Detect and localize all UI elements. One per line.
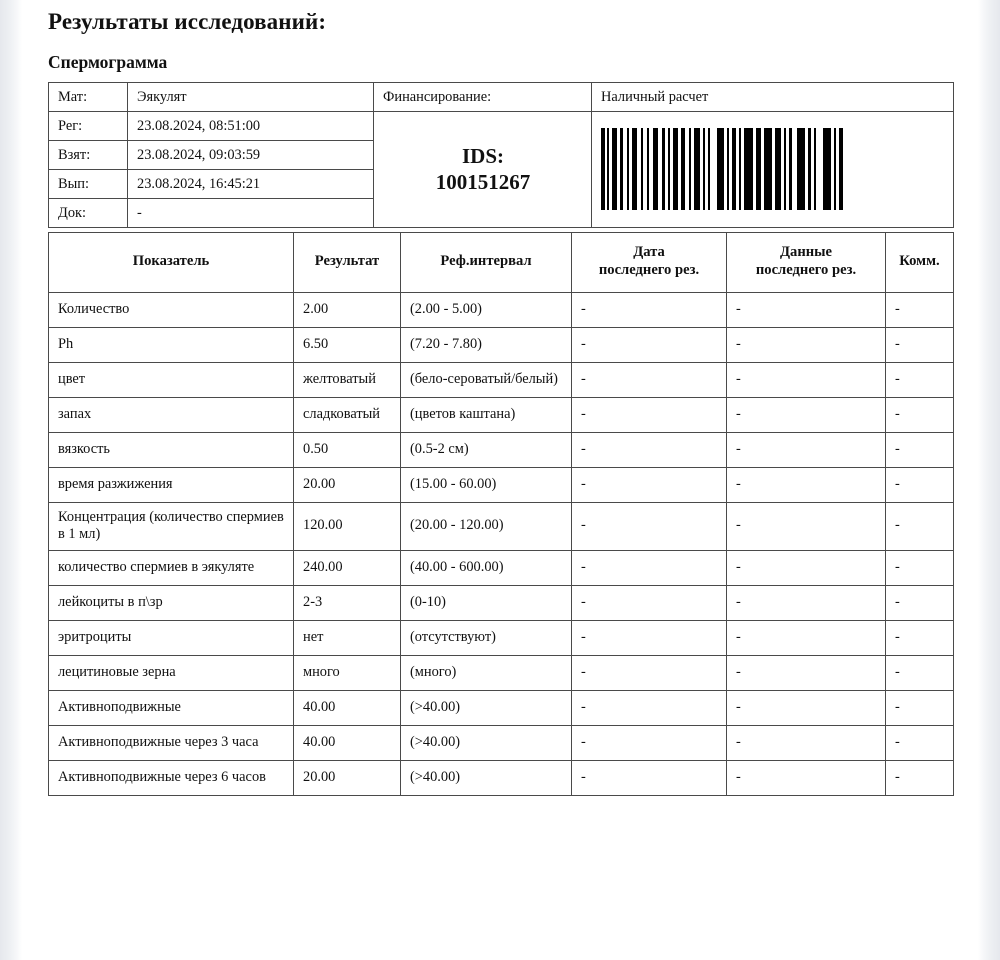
result-row-last-data: -: [727, 467, 886, 502]
result-row-last-date: -: [572, 550, 727, 585]
barcode-cell: [592, 111, 954, 227]
result-row-last-data: -: [727, 292, 886, 327]
financing-value: Наличный расчет: [592, 82, 954, 111]
table-row: [49, 397, 954, 432]
table-row: [49, 432, 954, 467]
column-header-last-data-line2: последнего рез.: [755, 262, 857, 279]
result-row-comment: -: [886, 432, 954, 467]
result-row-last-date: -: [572, 620, 727, 655]
result-row-value: желтоватый: [294, 362, 401, 397]
result-row-value: 2-3: [294, 585, 401, 620]
taken-label: Взят:: [49, 140, 128, 169]
result-row-reference: (0-10): [401, 585, 572, 620]
column-header-last-data: [727, 232, 886, 292]
result-row-name: время разжижения: [49, 467, 294, 502]
table-row: [49, 655, 954, 690]
result-row-last-date: -: [572, 690, 727, 725]
result-row-last-date: -: [572, 655, 727, 690]
specimen-meta-table: [48, 82, 954, 228]
registered-value: 23.08.2024, 08:51:00: [128, 111, 374, 140]
result-row-last-date: -: [572, 585, 727, 620]
document-body: [22, 9, 978, 796]
result-row-reference: (40.00 - 600.00): [401, 550, 572, 585]
table-row: [49, 760, 954, 795]
result-row-value: 20.00: [294, 467, 401, 502]
table-row: [49, 292, 954, 327]
result-row-name: цвет: [49, 362, 294, 397]
doctor-label: Док:: [49, 198, 128, 227]
result-row-comment: -: [886, 397, 954, 432]
issued-label: Вып:: [49, 169, 128, 198]
result-row-comment: -: [886, 467, 954, 502]
table-row: [49, 690, 954, 725]
result-row-last-data: -: [727, 725, 886, 760]
result-row-reference: (цветов каштана): [401, 397, 572, 432]
result-row-comment: -: [886, 362, 954, 397]
results-header-row: [49, 232, 954, 292]
results-table-wrapper: [48, 232, 978, 796]
result-row-name: Ph: [49, 327, 294, 362]
barcode-icon: [601, 128, 849, 210]
result-row-comment: -: [886, 725, 954, 760]
result-row-last-data: -: [727, 397, 886, 432]
result-row-value: 2.00: [294, 292, 401, 327]
result-row-value: 6.50: [294, 327, 401, 362]
column-header-last-data-line1: Данные: [779, 244, 833, 261]
result-row-comment: -: [886, 502, 954, 550]
column-header-last-date: [572, 232, 727, 292]
result-row-reference: (2.00 - 5.00): [401, 292, 572, 327]
result-row-last-date: -: [572, 397, 727, 432]
result-row-last-date: -: [572, 292, 727, 327]
result-row-last-data: -: [727, 550, 886, 585]
result-row-last-date: -: [572, 432, 727, 467]
result-row-name: Активноподвижные через 6 часов: [49, 760, 294, 795]
page-title: Результаты исследований:: [48, 9, 327, 34]
ids-number: 100151267: [435, 170, 531, 195]
result-row-last-date: -: [572, 760, 727, 795]
result-row-value: сладковатый: [294, 397, 401, 432]
results-table: [48, 232, 954, 796]
result-row-reference: (20.00 - 120.00): [401, 502, 572, 550]
result-row-last-date: -: [572, 725, 727, 760]
result-row-comment: -: [886, 292, 954, 327]
result-row-last-data: -: [727, 502, 886, 550]
table-row: [49, 620, 954, 655]
result-row-reference: (0.5-2 см): [401, 432, 572, 467]
result-row-name: Концентрация (количество спермиев в 1 мл): [49, 502, 294, 550]
result-row-reference: (>40.00): [401, 690, 572, 725]
result-row-comment: -: [886, 327, 954, 362]
result-row-reference: (отсутствуют): [401, 620, 572, 655]
result-row-name: количество спермиев в эякуляте: [49, 550, 294, 585]
doctor-value: -: [128, 198, 374, 227]
result-row-last-date: -: [572, 467, 727, 502]
registered-label: Рег:: [49, 111, 128, 140]
result-row-last-date: -: [572, 327, 727, 362]
result-row-last-data: -: [727, 432, 886, 467]
table-row: [49, 725, 954, 760]
result-row-comment: -: [886, 620, 954, 655]
result-row-comment: -: [886, 655, 954, 690]
result-row-last-date: -: [572, 362, 727, 397]
page-edge-shadow-left: [0, 0, 22, 960]
result-row-name: вязкость: [49, 432, 294, 467]
financing-label: Финансирование:: [374, 82, 592, 111]
section-title-spermogram: Спермограмма: [48, 52, 168, 73]
page-edge-shadow-right: [978, 0, 1000, 960]
result-row-last-data: -: [727, 585, 886, 620]
column-header-indicator: Показатель: [49, 232, 294, 292]
column-header-result: Результат: [294, 232, 401, 292]
result-row-value: 20.00: [294, 760, 401, 795]
result-row-value: 0.50: [294, 432, 401, 467]
column-header-reference: Реф.интервал: [401, 232, 572, 292]
document-page: [22, 0, 978, 960]
result-row-name: лейкоциты в п\зр: [49, 585, 294, 620]
result-row-value: 40.00: [294, 725, 401, 760]
result-row-reference: (15.00 - 60.00): [401, 467, 572, 502]
result-row-value: много: [294, 655, 401, 690]
result-row-value: 240.00: [294, 550, 401, 585]
table-row: [49, 585, 954, 620]
result-row-comment: -: [886, 585, 954, 620]
ids-cell: [374, 111, 592, 227]
meta-row-registered: [49, 111, 954, 140]
result-row-name: Активноподвижные через 3 часа: [49, 725, 294, 760]
table-row: [49, 467, 954, 502]
result-row-name: эритроциты: [49, 620, 294, 655]
meta-row-material: [49, 82, 954, 111]
result-row-comment: -: [886, 690, 954, 725]
result-row-reference: (>40.00): [401, 725, 572, 760]
column-header-last-date-line1: Дата: [633, 244, 665, 261]
taken-value: 23.08.2024, 09:03:59: [128, 140, 374, 169]
column-header-last-date-line2: последнего рез.: [598, 262, 700, 279]
result-row-reference: (7.20 - 7.80): [401, 327, 572, 362]
result-row-comment: -: [886, 550, 954, 585]
result-row-reference: (много): [401, 655, 572, 690]
result-row-last-date: -: [572, 502, 727, 550]
result-row-last-data: -: [727, 655, 886, 690]
result-row-name: Активноподвижные: [49, 690, 294, 725]
result-row-reference: (бело-сероватый/белый): [401, 362, 572, 397]
result-row-last-data: -: [727, 362, 886, 397]
result-row-value: 40.00: [294, 690, 401, 725]
ids-label: IDS:: [461, 143, 504, 168]
material-value: Эякулят: [128, 82, 374, 111]
result-row-last-data: -: [727, 760, 886, 795]
table-row: [49, 550, 954, 585]
results-table-body: [49, 292, 954, 795]
material-label: Мат:: [49, 82, 128, 111]
result-row-reference: (>40.00): [401, 760, 572, 795]
result-row-value: 120.00: [294, 502, 401, 550]
table-row: [49, 502, 954, 550]
table-row: [49, 327, 954, 362]
result-row-value: нет: [294, 620, 401, 655]
result-row-name: Количество: [49, 292, 294, 327]
issued-value: 23.08.2024, 16:45:21: [128, 169, 374, 198]
result-row-name: запах: [49, 397, 294, 432]
table-row: [49, 362, 954, 397]
result-row-comment: -: [886, 760, 954, 795]
column-header-comment: Комм.: [886, 232, 954, 292]
result-row-last-data: -: [727, 690, 886, 725]
result-row-last-data: -: [727, 620, 886, 655]
result-row-last-data: -: [727, 327, 886, 362]
result-row-name: лецитиновые зерна: [49, 655, 294, 690]
